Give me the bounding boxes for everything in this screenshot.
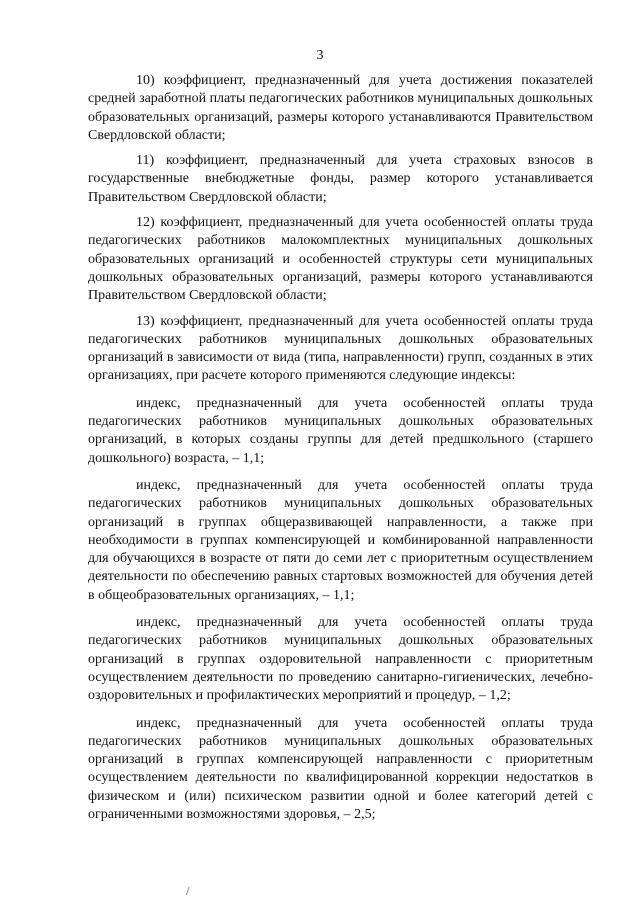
index-paragraph-health: индекс, предназначенный для учета особенностей оплаты труда педагогических работников муниципальных дошкольных образовательных организаций в группах оздоровительной направленности с приоритетным осуществлением деятельности по проведению санитарно-гигиенических, лечебно-оздоровительных и профилактических мероприятий и процедур, – 1,2; [88, 615, 593, 704]
index-paragraph-general-development: индекс, предназначенный для учета особенностей оплаты труда педагогических работников муниципальных дошкольных образовательных организаций в группах общеразвивающей направленности, а также при необходимости в группах компенсирующей и комбинированной направленности для обучающихся в возрасте от пяти до семи лет с приоритетным осуществлением деятельности по обеспечению равных стартовых возможностей для обучения детей в общеобразовательных организациях, – 1,1; [88, 477, 593, 603]
paragraph-item-12: 12) коэффициент, предназначенный для учета особенностей оплаты труда педагогических работников малокомплектных муниципальных дошкольных образовательных организаций и особенностей структуры сети муниципальных дошкольных образовательных организаций, размеры которого устанавливаются Правительством Свердловской области; [88, 215, 593, 304]
index-paragraph-preschool: индекс, предназначенный для учета особенностей оплаты труда педагогических работников муниципальных дошкольных образовательных организаций, в которых созданы группы для детей предшкольного (старшего дошкольного) возраста, – 1,1; [88, 395, 593, 466]
paragraph-item-11: 11) коэффициент, предназначенный для учета страховых взносов в государственные внебюджетные фонды, размер которого устанавливается Правительством Свердловской области; [88, 153, 593, 205]
paragraph-item-10: 10) коэффициент, предназначенный для учета достижения показателей средней заработной платы педагогических работников муниципальных дошкольных образовательных организаций, размеры которого устанавливаются Правительством Свердловской области; [88, 73, 593, 143]
scan-mark: / [186, 886, 190, 897]
page-number: 3 [316, 48, 324, 63]
document-body [88, 72, 593, 824]
index-paragraph-compensating: индекс, предназначенный для учета особенностей оплаты труда педагогических работников муниципальных дошкольных образовательных организаций в группах компенсирующей направленности с приоритетным осуществлением деятельности по квалифицированной коррекции недостатков в физическом и (или) психическом развитии одной и более категорий детей с ограниченными возможностями здоровья, – 2,5; [88, 715, 593, 822]
paragraph-item-13: 13) коэффициент, предназначенный для учета особенностей оплаты труда педагогических работников муниципальных дошкольных образовательных организаций в зависимости от вида (типа, направленности) групп, созданных в этих организациях, при расчете которого применяются следующие индексы: [88, 313, 593, 384]
